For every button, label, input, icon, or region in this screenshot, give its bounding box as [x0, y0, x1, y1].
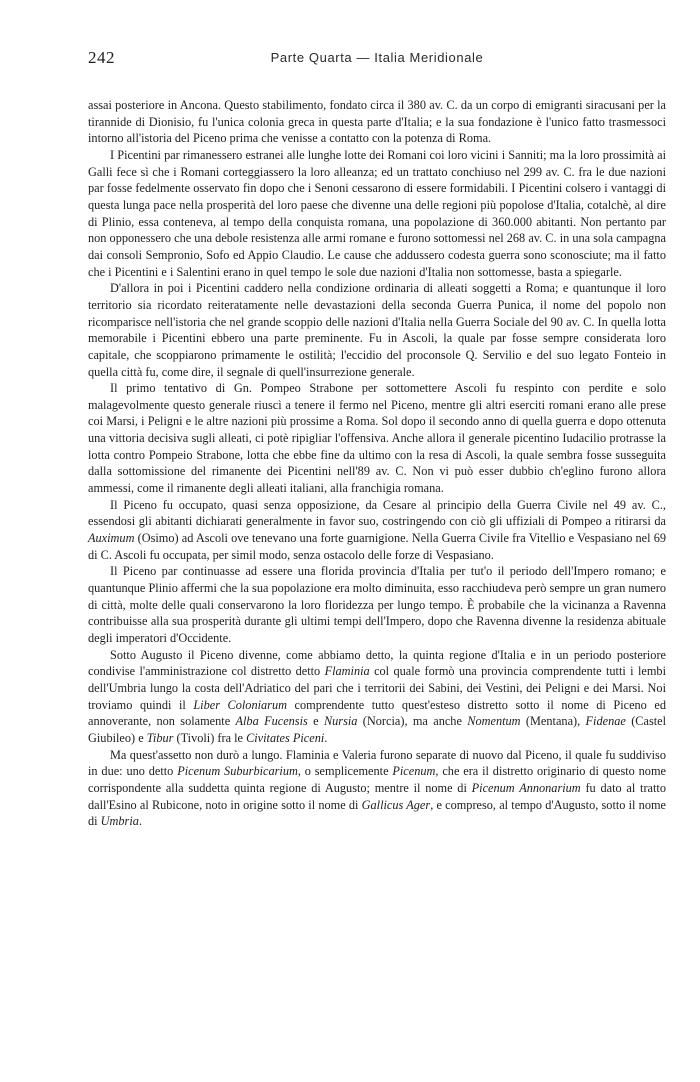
italic-term: Gallicus Ager: [361, 797, 431, 812]
italic-term: Tibur: [146, 730, 174, 745]
paragraph: [88, 97, 666, 147]
text-run: Ma quest'assetto non durò a lungo. Flaminia e Valeria furono separate di nuovo dal Piceno, il quale fu suddiviso in due: uno detto: [88, 747, 666, 779]
running-title: Parte Quarta — Italia Meridionale: [270, 50, 484, 65]
text-run: Il Piceno fu occupato, quasi senza opposizione, da Cesare al principio della Guerra Civile nel 49 av. C., essendosi gli abitanti dichiarati generalmente in favor suo, costringendo con ciò gli uffiziali di Pompeo a ritirarsi da: [88, 497, 666, 529]
paragraph: [88, 497, 666, 564]
italic-term: Auximum: [88, 531, 135, 546]
paragraph: [88, 747, 666, 830]
text-run: D'allora in poi i Picentini caddero nella condizione ordinaria di alleati soggetti a Roma; e quantunque il loro territorio sia ricordato reiteratamente nelle devastazioni della seconda Guerra Punica, il nome del popolo non ricomparisce nell'istoria che nel grande scoppio delle nazioni d'Italia nella Guerra Sociale del 90 av. C. In quella lotta memorabile i Picentini ebbero una parte preminente. Fu in Ascoli, la quale par fosse sempre considerata loro capitale, che scoppiarono primamente le ostilità; l'eccidio del proconsole Q. Servilio e del suo legato Fonteio in quella città fu, come dire, il segnale di quell'insurrezione generale.: [88, 281, 666, 379]
page-header: [88, 48, 666, 68]
text-run: assai posteriore in Ancona. Questo stabilimento, fondato circa il 380 av. C. da un corpo di emigranti siracusani per la tirannide di Dionisio, fu l'unica colonia greca in questa parte d'Italia; e la sua fondazione è l'unico fatto trasmessoci intorno all'istoria del Piceno prima che venisse a contatto con la potenza di Roma.: [88, 98, 666, 146]
text-run: Il primo tentativo di Gn. Pompeo Strabone per sottomettere Ascoli fu respinto con perdite e solo malagevolmente questo generale riuscì a tenere il fermo nel Piceno, mentre gli altri eserciti romani erano alle prese coi Marsi, i Peligni e le altre nazioni più prossime a Roma. Sol dopo il secondo anno di quella guerra e dopo ottenuta una vittoria decisiva sugli alleati, ci potè ripigliar l'offensiva. Anche allora il generale picentino Iudacilio protrasse la lotta contro Pompeio Strabone, lotta che ebbe fine da ultimo con la resa di Ascoli, la quale sembra fosse susseguita dalla sottomissione del rimanente dei Picentini nell'89 av. C. Non vi può esser dubbio ch'eglino furono allora ammessi, come il rimanente degli alleati italiani, alla franchigia romana.: [88, 381, 666, 496]
italic-term: Picenum Annonarium: [471, 780, 581, 795]
text-run: (Tivoli) fra le: [173, 730, 247, 745]
italic-term: Fidenae: [585, 714, 626, 729]
italic-term: Picenum: [392, 764, 436, 779]
text-run: I Picentini par rimanessero estranei alle lunghe lotte dei Romani coi loro vicini i Sanniti; ma la loro prossimità ai Galli fece sì che i Romani corteggiassero la loro alleanza; ed un trattato conchiuso nel 299 av. C. fra le due nazioni par fosse fedelmente osservato fin dopo che i Senoni cessarono di essere formidabili. I Picentini colsero i vantaggi di questa lunga pace nella prosperità del loro paese che divenne una delle regioni più popolose d'Italia, cotalchè, al dire di Plinio, essa conteneva, al tempo della conquista romana, una popolazione di 360.000 abitanti. Non pertanto par non opponessero che una debole resistenza alle armi romane e furono sottomessi nel 268 av. C. in una sola campagna dai consoli Sempronio, Sofo ed Appio Claudio. Le cause che addussero codesta guerra sono sconosciute; ma il fatto che i Picentini e i Salentini erano in quel tempo le sole due nazioni d'Italia non sottomesse, basta a spiegarle.: [88, 147, 666, 279]
text-run: , che era il distretto originario di questo nome corrispondente alla suddetta quinta regione di Augusto; mentre il nome di: [88, 764, 666, 795]
text-run: .: [324, 730, 328, 745]
text-run: fu dato al tratto dall'Esino al Rubicone, noto in origine sotto il nome di: [88, 780, 666, 812]
italic-term: Umbria: [100, 814, 139, 829]
paragraph: [88, 563, 666, 646]
text-run: .: [138, 814, 142, 829]
paragraph: [88, 647, 666, 747]
paragraph: [88, 147, 666, 280]
text-run: comprendente tutto quest'esteso distretto sotto il nome di Piceno ed annoverante, non solamente: [88, 697, 666, 729]
text-run: Il Piceno par continuasse ad essere una florida provincia d'Italia per tut'o il periodo dell'Impero romano; e quantunque Plinio affermi che la sua popolazione era molto diminuita, esso racchiudeva però sempre un gran numero di città, molte delle quali conservarono la loro floridezza per lungo tempo. È probabile che la vicinanza a Ravenna contribuisse alla sua prosperità durante gli ultimi tempi dell'Impero, dopo che Ravenna divenne la residenza abituale degli imperatori d'Occidente.: [88, 564, 666, 645]
paragraph: [88, 380, 666, 497]
text-run: (Castel Giubileo) e: [88, 714, 667, 745]
text-run: col quale formò una provincia comprendente tutti i lembi dell'Umbria lungo la costa dell'Adriatico del pari che i territorii dei Sabini, dei Vestini, dei Peligni e dei Marsi. Noi troviamo quindi il: [88, 664, 666, 712]
italic-term: Flaminia: [324, 664, 370, 679]
text-run: (Osimo) ad Ascoli ove tenevano una forte guarnigione. Nella Guerra Civile fra Vitellio e Vespasiano nel 69 di C. Ascoli fu occupata, per simil modo, senza ostacolo delle forze di Vespasiano.: [88, 531, 666, 562]
text-run: , e compreso, al tempo d'Augusto, sotto il nome di: [88, 797, 666, 829]
text-run: Sotto Augusto il Piceno divenne, come abbiamo detto, la quinta regione d'Italia e in un periodo posteriore condivise l'amministrazione col distretto detto: [88, 647, 666, 679]
page-number: 242: [88, 48, 115, 67]
text-run: (Mentana),: [520, 714, 586, 729]
body-text: [88, 97, 666, 830]
text-run: , o semplicemente: [297, 764, 393, 779]
paragraph: [88, 280, 666, 380]
text-run: (Norcia), ma anche: [357, 714, 468, 729]
italic-term: Nomentum: [467, 714, 521, 729]
text-run: e: [307, 714, 324, 729]
italic-term: Nursia: [323, 714, 358, 729]
italic-term: Civitates Piceni: [246, 730, 325, 745]
italic-term: Picenum Suburbicarium: [177, 764, 298, 779]
italic-term: Alba Fucensis: [235, 714, 308, 729]
italic-term: Liber Coloniarum: [193, 697, 287, 712]
